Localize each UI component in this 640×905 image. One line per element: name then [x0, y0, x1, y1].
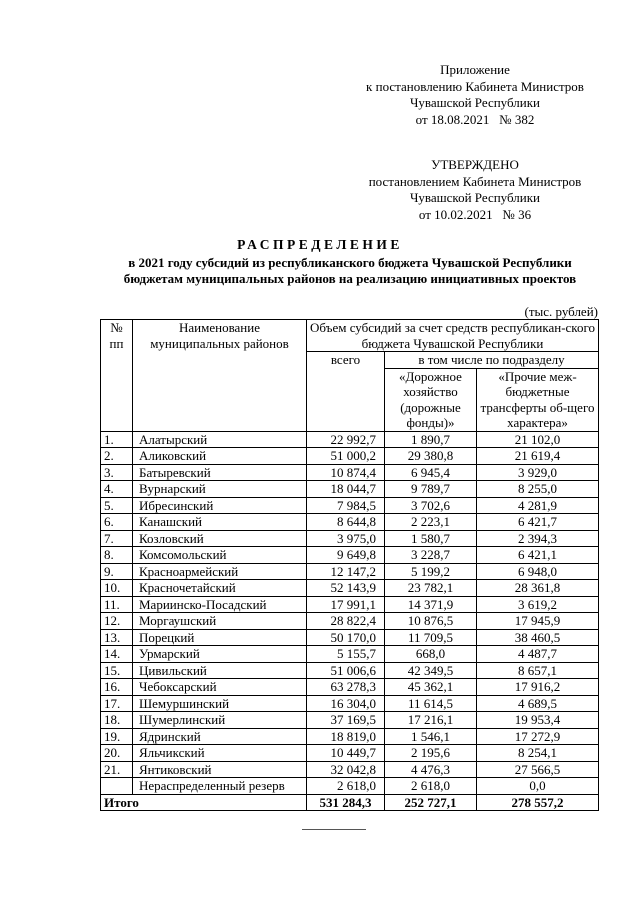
row-number: 7.: [101, 530, 133, 547]
header-other: «Прочие меж-бюджетные трансферты об-щего характера»: [477, 368, 599, 431]
total-value: 32 042,8: [307, 761, 385, 778]
total-value: 10 874,4: [307, 464, 385, 481]
other-value: 4 487,7: [477, 646, 599, 663]
district-name: Шумерлинский: [133, 712, 307, 729]
table-row: [101, 662, 599, 679]
district-name: Алатырский: [133, 431, 307, 448]
district-name: Вурнарский: [133, 481, 307, 498]
table-header-row-1: [101, 320, 599, 352]
units-label: (тыс. рублей): [524, 304, 598, 319]
other-value: 17 945,9: [477, 613, 599, 630]
table-row: [101, 745, 599, 762]
district-name: Канашский: [133, 514, 307, 531]
district-name: Урмарский: [133, 646, 307, 663]
table-row: [101, 448, 599, 465]
appendix-block: [350, 62, 600, 128]
district-name: Ядринский: [133, 728, 307, 745]
district-name: Комсомольский: [133, 547, 307, 564]
other-value: 0,0: [477, 778, 599, 795]
grand-roads-value: 252 727,1: [385, 794, 477, 811]
other-value: 8 254,1: [477, 745, 599, 762]
row-number: 11.: [101, 596, 133, 613]
header-roads: «Дорожное хозяйство (дорожные фонды)»: [385, 368, 477, 431]
total-value: 9 649,8: [307, 547, 385, 564]
table-row: [101, 431, 599, 448]
roads-value: 1 890,7: [385, 431, 477, 448]
row-number: 17.: [101, 695, 133, 712]
row-number: 13.: [101, 629, 133, 646]
row-number: 10.: [101, 580, 133, 597]
row-number: 16.: [101, 679, 133, 696]
roads-value: 23 782,1: [385, 580, 477, 597]
other-value: 21 102,0: [477, 431, 599, 448]
table-row: [101, 596, 599, 613]
table-row: [101, 646, 599, 663]
roads-value: 11 709,5: [385, 629, 477, 646]
roads-value: 3 702,6: [385, 497, 477, 514]
appendix-line-2: к постановлению Кабинета Министров: [366, 78, 584, 94]
district-name: Яльчикский: [133, 745, 307, 762]
other-value: 19 953,4: [477, 712, 599, 729]
total-value: 3 975,0: [307, 530, 385, 547]
header-num: № пп: [101, 320, 133, 432]
roads-value: 2 618,0: [385, 778, 477, 795]
table-row: [101, 563, 599, 580]
other-value: 21 619,4: [477, 448, 599, 465]
total-value: 63 278,3: [307, 679, 385, 696]
header-total: всего: [307, 352, 385, 432]
roads-value: 11 614,5: [385, 695, 477, 712]
roads-value: 14 371,9: [385, 596, 477, 613]
row-number: 12.: [101, 613, 133, 630]
district-name: Янтиковский: [133, 761, 307, 778]
separator-line: [302, 829, 366, 830]
other-value: 4 689,5: [477, 695, 599, 712]
total-label: Итого: [101, 794, 307, 811]
total-value: 52 143,9: [307, 580, 385, 597]
other-value: 2 394,3: [477, 530, 599, 547]
grand-other-value: 278 557,2: [477, 794, 599, 811]
total-value: 51 006,6: [307, 662, 385, 679]
approved-block: [355, 157, 595, 223]
table-row: [101, 580, 599, 597]
district-name: Мариинско-Посадский: [133, 596, 307, 613]
document-title: РАСПРЕДЕЛЕНИЕ: [237, 237, 403, 252]
total-value: 18 819,0: [307, 728, 385, 745]
approved-line-4: от 10.02.2021 № 36: [418, 206, 532, 222]
total-value: 28 822,4: [307, 613, 385, 630]
other-value: 28 361,8: [477, 580, 599, 597]
row-number: 14.: [101, 646, 133, 663]
header-including: в том числе по подразделу: [385, 352, 599, 369]
total-value: 2 618,0: [307, 778, 385, 795]
table-row: [101, 464, 599, 481]
roads-value: 17 216,1: [385, 712, 477, 729]
row-number: 9.: [101, 563, 133, 580]
table-row: [101, 481, 599, 498]
subtitle-line-1: в 2021 году субсидий из республиканского бюджета Чувашской Республики: [128, 255, 572, 270]
roads-value: 4 476,3: [385, 761, 477, 778]
roads-value: 2 223,1: [385, 514, 477, 531]
document-subtitle: [90, 255, 610, 287]
total-value: 5 155,7: [307, 646, 385, 663]
row-number: 6.: [101, 514, 133, 531]
other-value: 27 566,5: [477, 761, 599, 778]
district-name: Шемуршинский: [133, 695, 307, 712]
row-number: 2.: [101, 448, 133, 465]
total-value: 10 449,7: [307, 745, 385, 762]
table-row: [101, 547, 599, 564]
district-name: Чебоксарский: [133, 679, 307, 696]
roads-value: 1 546,1: [385, 728, 477, 745]
roads-value: 9 789,7: [385, 481, 477, 498]
table-row: [101, 679, 599, 696]
approved-line-1: УТВЕРЖДЕНО: [431, 157, 519, 172]
total-value: 8 644,8: [307, 514, 385, 531]
district-name: Цивильский: [133, 662, 307, 679]
district-name: Красноармейский: [133, 563, 307, 580]
other-value: 6 421,1: [477, 547, 599, 564]
district-name: Моргаушский: [133, 613, 307, 630]
row-number: 20.: [101, 745, 133, 762]
appendix-line-3: Чувашской Республики: [409, 95, 541, 110]
district-name: Аликовский: [133, 448, 307, 465]
other-value: 4 281,9: [477, 497, 599, 514]
row-number: 5.: [101, 497, 133, 514]
row-number: 21.: [101, 761, 133, 778]
table-row: [101, 613, 599, 630]
approved-line-2: постановлением Кабинета Министров: [368, 173, 582, 189]
header-name: Наименование муниципальных районов: [133, 320, 307, 432]
table-row: [101, 761, 599, 778]
total-value: 7 984,5: [307, 497, 385, 514]
roads-value: 45 362,1: [385, 679, 477, 696]
district-name: Нераспределенный резерв: [133, 778, 307, 795]
table-row: [101, 629, 599, 646]
other-value: 6 948,0: [477, 563, 599, 580]
roads-value: 6 945,4: [385, 464, 477, 481]
other-value: 17 272,9: [477, 728, 599, 745]
row-number: 8.: [101, 547, 133, 564]
other-value: 6 421,7: [477, 514, 599, 531]
district-name: Ибресинский: [133, 497, 307, 514]
roads-value: 668,0: [385, 646, 477, 663]
roads-value: 29 380,8: [385, 448, 477, 465]
roads-value: 10 876,5: [385, 613, 477, 630]
total-value: 22 992,7: [307, 431, 385, 448]
district-name: Красночетайский: [133, 580, 307, 597]
row-number: 19.: [101, 728, 133, 745]
row-number: 4.: [101, 481, 133, 498]
total-value: 51 000,2: [307, 448, 385, 465]
other-value: 3 929,0: [477, 464, 599, 481]
appendix-line-1: Приложение: [440, 62, 510, 77]
header-volume: Объем субсидий за счет средств республикан-ского бюджета Чувашской Республики: [307, 320, 599, 352]
other-value: 8 255,0: [477, 481, 599, 498]
other-value: 38 460,5: [477, 629, 599, 646]
roads-value: 5 199,2: [385, 563, 477, 580]
roads-value: 3 228,7: [385, 547, 477, 564]
subsidy-table: [100, 319, 599, 811]
approved-line-3: Чувашской Республики: [409, 190, 541, 205]
subtitle-line-2: бюджетам муниципальных районов на реализацию инициативных проектов: [123, 271, 577, 286]
table-row: [101, 778, 599, 795]
table-row: [101, 530, 599, 547]
table-row: [101, 728, 599, 745]
total-value: 17 991,1: [307, 596, 385, 613]
appendix-line-4: от 18.08.2021 № 382: [415, 111, 535, 127]
roads-value: 2 195,6: [385, 745, 477, 762]
roads-value: 42 349,5: [385, 662, 477, 679]
table-row: [101, 497, 599, 514]
other-value: 17 916,2: [477, 679, 599, 696]
total-value: 16 304,0: [307, 695, 385, 712]
table-row: [101, 695, 599, 712]
district-name: Батыревский: [133, 464, 307, 481]
row-number: [101, 778, 133, 795]
total-value: 12 147,2: [307, 563, 385, 580]
district-name: Козловский: [133, 530, 307, 547]
row-number: 1.: [101, 431, 133, 448]
roads-value: 1 580,7: [385, 530, 477, 547]
total-value: 50 170,0: [307, 629, 385, 646]
row-number: 15.: [101, 662, 133, 679]
total-row: [101, 794, 599, 811]
total-value: 37 169,5: [307, 712, 385, 729]
table-row: [101, 712, 599, 729]
district-name: Порецкий: [133, 629, 307, 646]
other-value: 8 657,1: [477, 662, 599, 679]
total-value: 18 044,7: [307, 481, 385, 498]
row-number: 18.: [101, 712, 133, 729]
table-row: [101, 514, 599, 531]
grand-total-value: 531 284,3: [307, 794, 385, 811]
other-value: 3 619,2: [477, 596, 599, 613]
row-number: 3.: [101, 464, 133, 481]
